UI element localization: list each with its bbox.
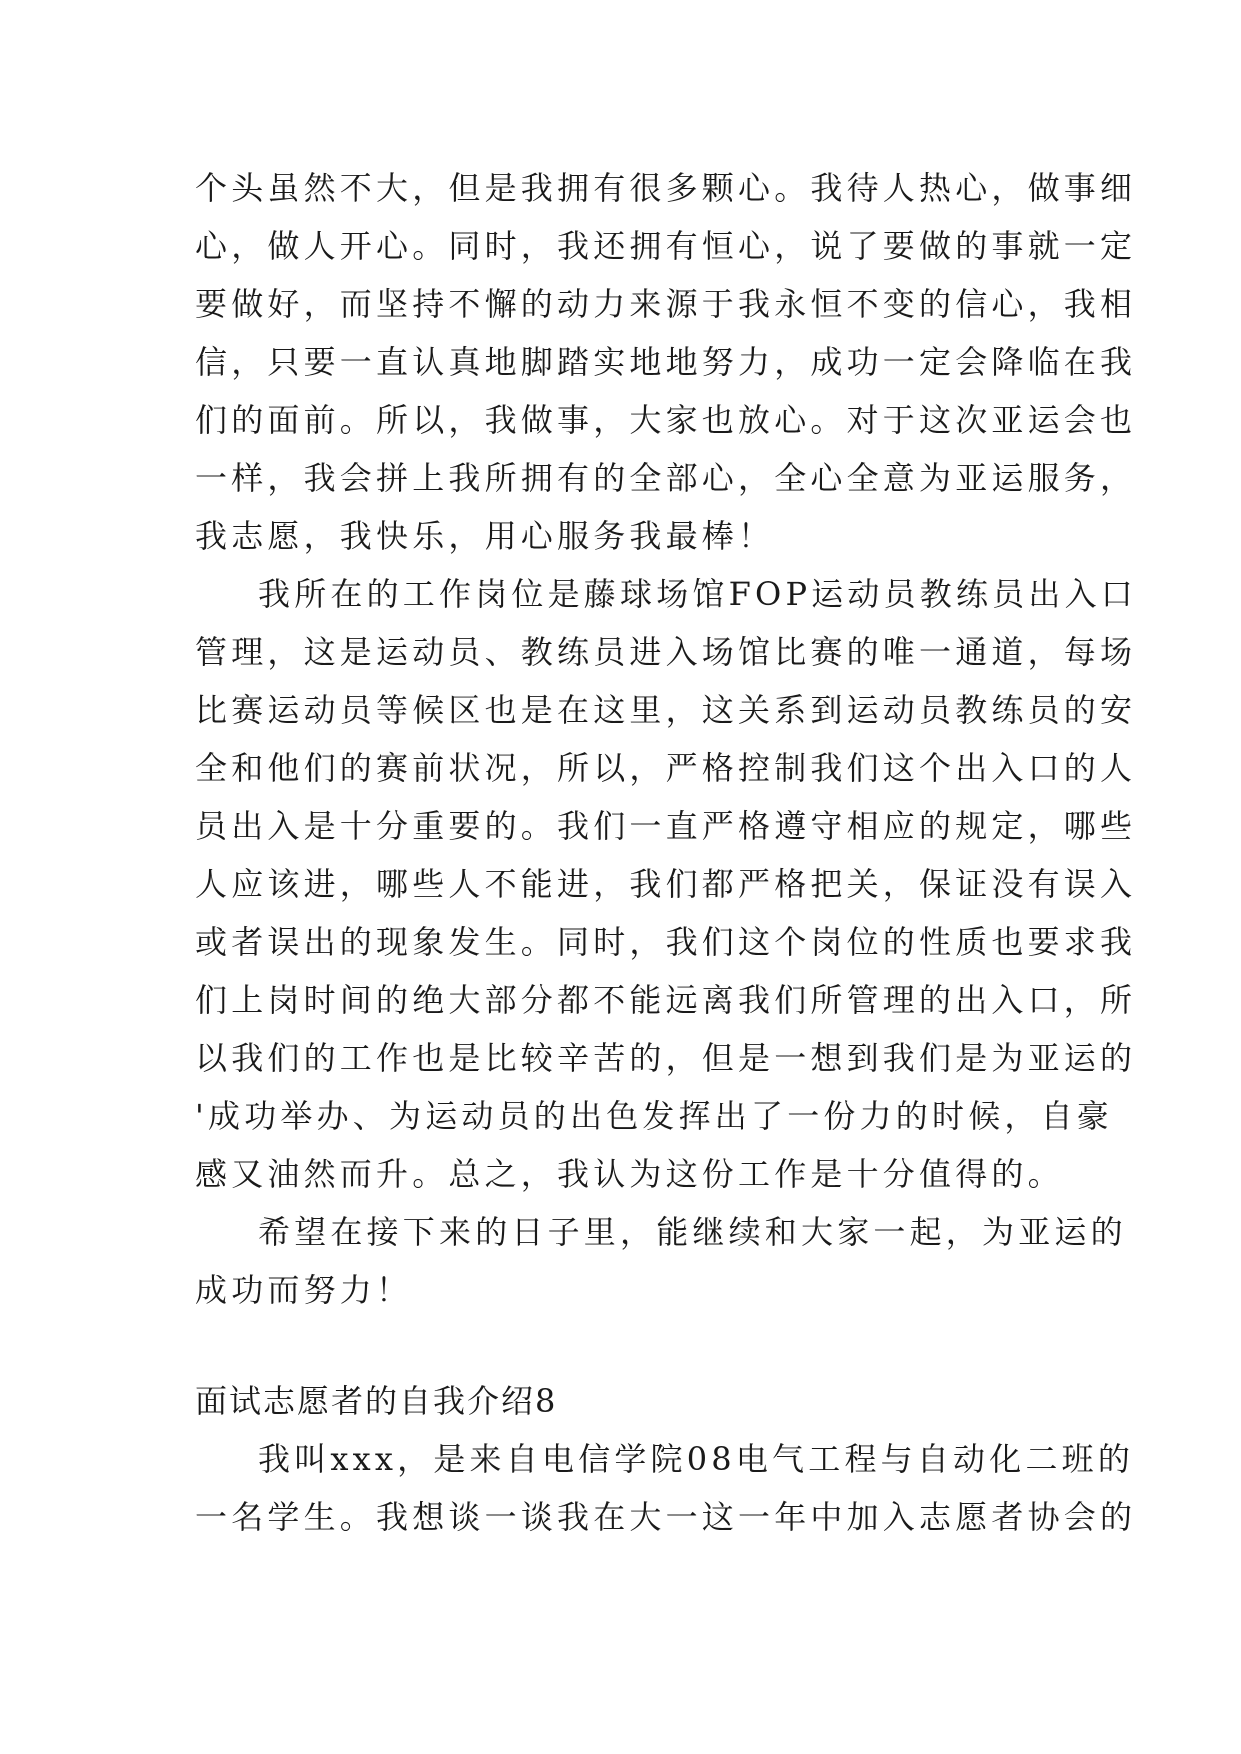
text-line: 成功而努力！ xyxy=(195,1271,413,1309)
text-line: 要做好，而坚持不懈的动力来源于我永恒不变的信心，我相 xyxy=(195,285,1137,323)
text-line: 全和他们的赛前状况，所以，严格控制我们这个出入口的人 xyxy=(195,749,1137,787)
text-line: 信，只要一直认真地脚踏实地地努力，成功一定会降临在我 xyxy=(195,343,1137,381)
text-line: 或者误出的现象发生。同时，我们这个岗位的性质也要求我 xyxy=(195,923,1137,961)
text-line: 个头虽然不大，但是我拥有很多颗心。我待人热心，做事细 xyxy=(195,169,1137,207)
text-line: 我叫xxx，是来自电信学院08电气工程与自动化二班的 xyxy=(258,1440,1135,1478)
text-line: 比赛运动员等候区也是在这里，这关系到运动员教练员的安 xyxy=(195,691,1137,729)
text-line: 一样，我会拼上我所拥有的全部心，全心全意为亚运服务， xyxy=(195,459,1137,497)
text-line: 我志愿，我快乐，用心服务我最棒！ xyxy=(195,517,775,555)
text-line: 希望在接下来的日子里，能继续和大家一起，为亚运的 xyxy=(258,1213,1127,1251)
text-line: 心，做人开心。同时，我还拥有恒心，说了要做的事就一定 xyxy=(195,227,1137,265)
text-line: 员出入是十分重要的。我们一直严格遵守相应的规定，哪些 xyxy=(195,807,1137,845)
text-line: 管理，这是运动员、教练员进入场馆比赛的唯一通道，每场 xyxy=(195,633,1137,671)
section-heading: 面试志愿者的自我介绍8 xyxy=(195,1382,558,1420)
text-line: 们上岗时间的绝大部分都不能远离我们所管理的出入口，所 xyxy=(195,981,1137,1019)
text-line: 们的面前。所以，我做事，大家也放心。对于这次亚运会也 xyxy=(195,401,1137,439)
text-line: '成功举办、为运动员的出色发挥出了一份力的时候，自豪 xyxy=(195,1097,1113,1135)
text-line: 以我们的工作也是比较辛苦的，但是一想到我们是为亚运的 xyxy=(195,1039,1137,1077)
text-line: 人应该进，哪些人不能进，我们都严格把关，保证没有误入 xyxy=(195,865,1137,903)
text-line: 感又油然而升。总之，我认为这份工作是十分值得的。 xyxy=(195,1155,1064,1193)
text-line: 我所在的工作岗位是藤球场馆FOP运动员教练员出入口 xyxy=(258,575,1137,613)
text-line: 一名学生。我想谈一谈我在大一这一年中加入志愿者协会的 xyxy=(195,1498,1137,1536)
